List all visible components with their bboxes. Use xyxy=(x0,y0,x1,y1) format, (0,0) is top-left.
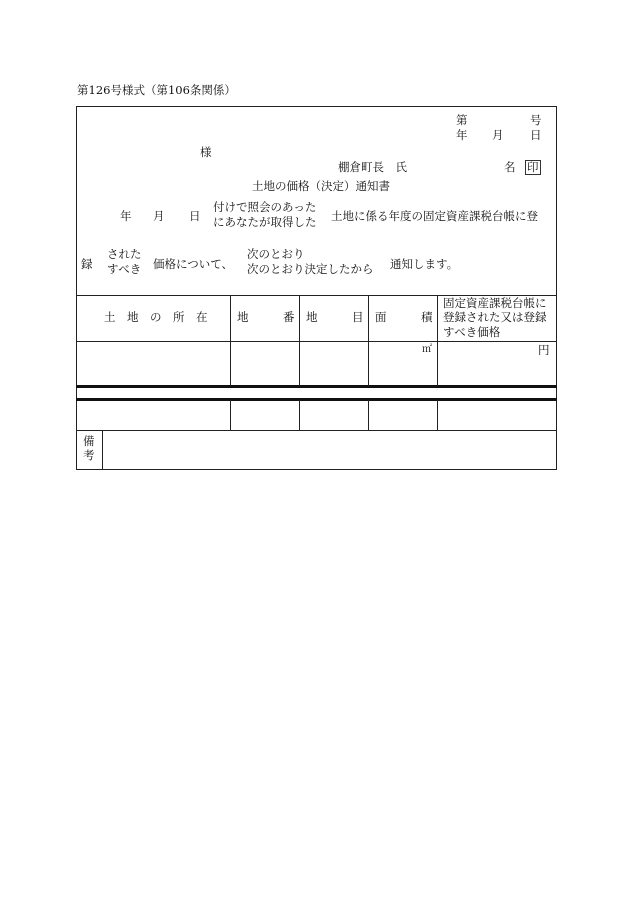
option-a-line1: 付けで照会のあった xyxy=(213,200,317,214)
issuer-title: 棚倉町長 氏 xyxy=(338,160,407,174)
option-a xyxy=(213,200,317,230)
col-divider-2b xyxy=(299,400,300,430)
option-a-line2: にあなたが取得した xyxy=(213,214,317,229)
header-lot-number: 地 番 xyxy=(237,310,295,324)
header-price xyxy=(443,296,547,339)
price-unit: 円 xyxy=(538,343,550,357)
option-c-line1: 次のとおり xyxy=(247,247,305,261)
body-text-4: 通知します。 xyxy=(390,257,459,271)
header-area: 面 積 xyxy=(375,310,433,324)
option-b-line1: された xyxy=(107,247,142,261)
document-title: 土地の価格（決定）通知書 xyxy=(252,179,390,193)
addressee-suffix: 様 xyxy=(200,145,212,159)
option-c xyxy=(247,247,374,277)
col-divider-2 xyxy=(299,295,300,386)
date-month: 月 xyxy=(492,128,504,142)
body-day: 日 xyxy=(189,209,201,223)
remarks-divider xyxy=(102,430,103,470)
option-b-line2: すべき xyxy=(107,261,142,276)
date-day: 日 xyxy=(530,128,542,142)
col-divider-4 xyxy=(437,295,438,386)
issuer-name-label: 名 xyxy=(504,160,516,174)
body-month: 月 xyxy=(153,209,165,223)
number-suffix: 号 xyxy=(530,113,542,127)
number-prefix: 第 xyxy=(456,113,468,127)
header-location: 土 地 の 所 在 xyxy=(104,310,208,324)
header-land-category: 地 目 xyxy=(306,310,364,324)
remarks-label-line1: 備 xyxy=(83,434,95,448)
seal-mark: 印 xyxy=(527,160,539,174)
col-divider-3b xyxy=(368,400,369,430)
col-divider-1 xyxy=(230,295,231,386)
date-year: 年 xyxy=(456,128,468,142)
form-label: 第126号様式（第106条関係） xyxy=(77,83,236,97)
header-bottom-rule xyxy=(76,341,557,342)
double-rule-lower xyxy=(76,398,557,401)
col-divider-3 xyxy=(368,295,369,386)
remarks-label xyxy=(83,435,95,463)
col-divider-1b xyxy=(230,400,231,430)
area-unit: ㎡ xyxy=(422,344,432,355)
header-price-line2: 登録された又は登録 xyxy=(443,310,547,325)
option-c-line2: 次のとおり決定したから xyxy=(247,261,374,276)
body-year: 年 xyxy=(120,209,132,223)
remarks-top-rule xyxy=(76,430,557,431)
header-price-line1: 固定資産課税台帳に xyxy=(443,296,547,310)
document-frame xyxy=(76,106,557,470)
body-text-2: 録 xyxy=(81,257,93,271)
remarks-label-line2: 考 xyxy=(83,447,95,462)
option-b xyxy=(107,247,142,277)
header-price-line3: すべき価格 xyxy=(443,324,501,339)
col-divider-4b xyxy=(437,400,438,430)
double-rule-upper xyxy=(76,385,557,388)
body-text-1: 土地に係る年度の固定資産課税台帳に登 xyxy=(331,209,538,223)
body-text-3: 価格について、 xyxy=(153,257,234,271)
